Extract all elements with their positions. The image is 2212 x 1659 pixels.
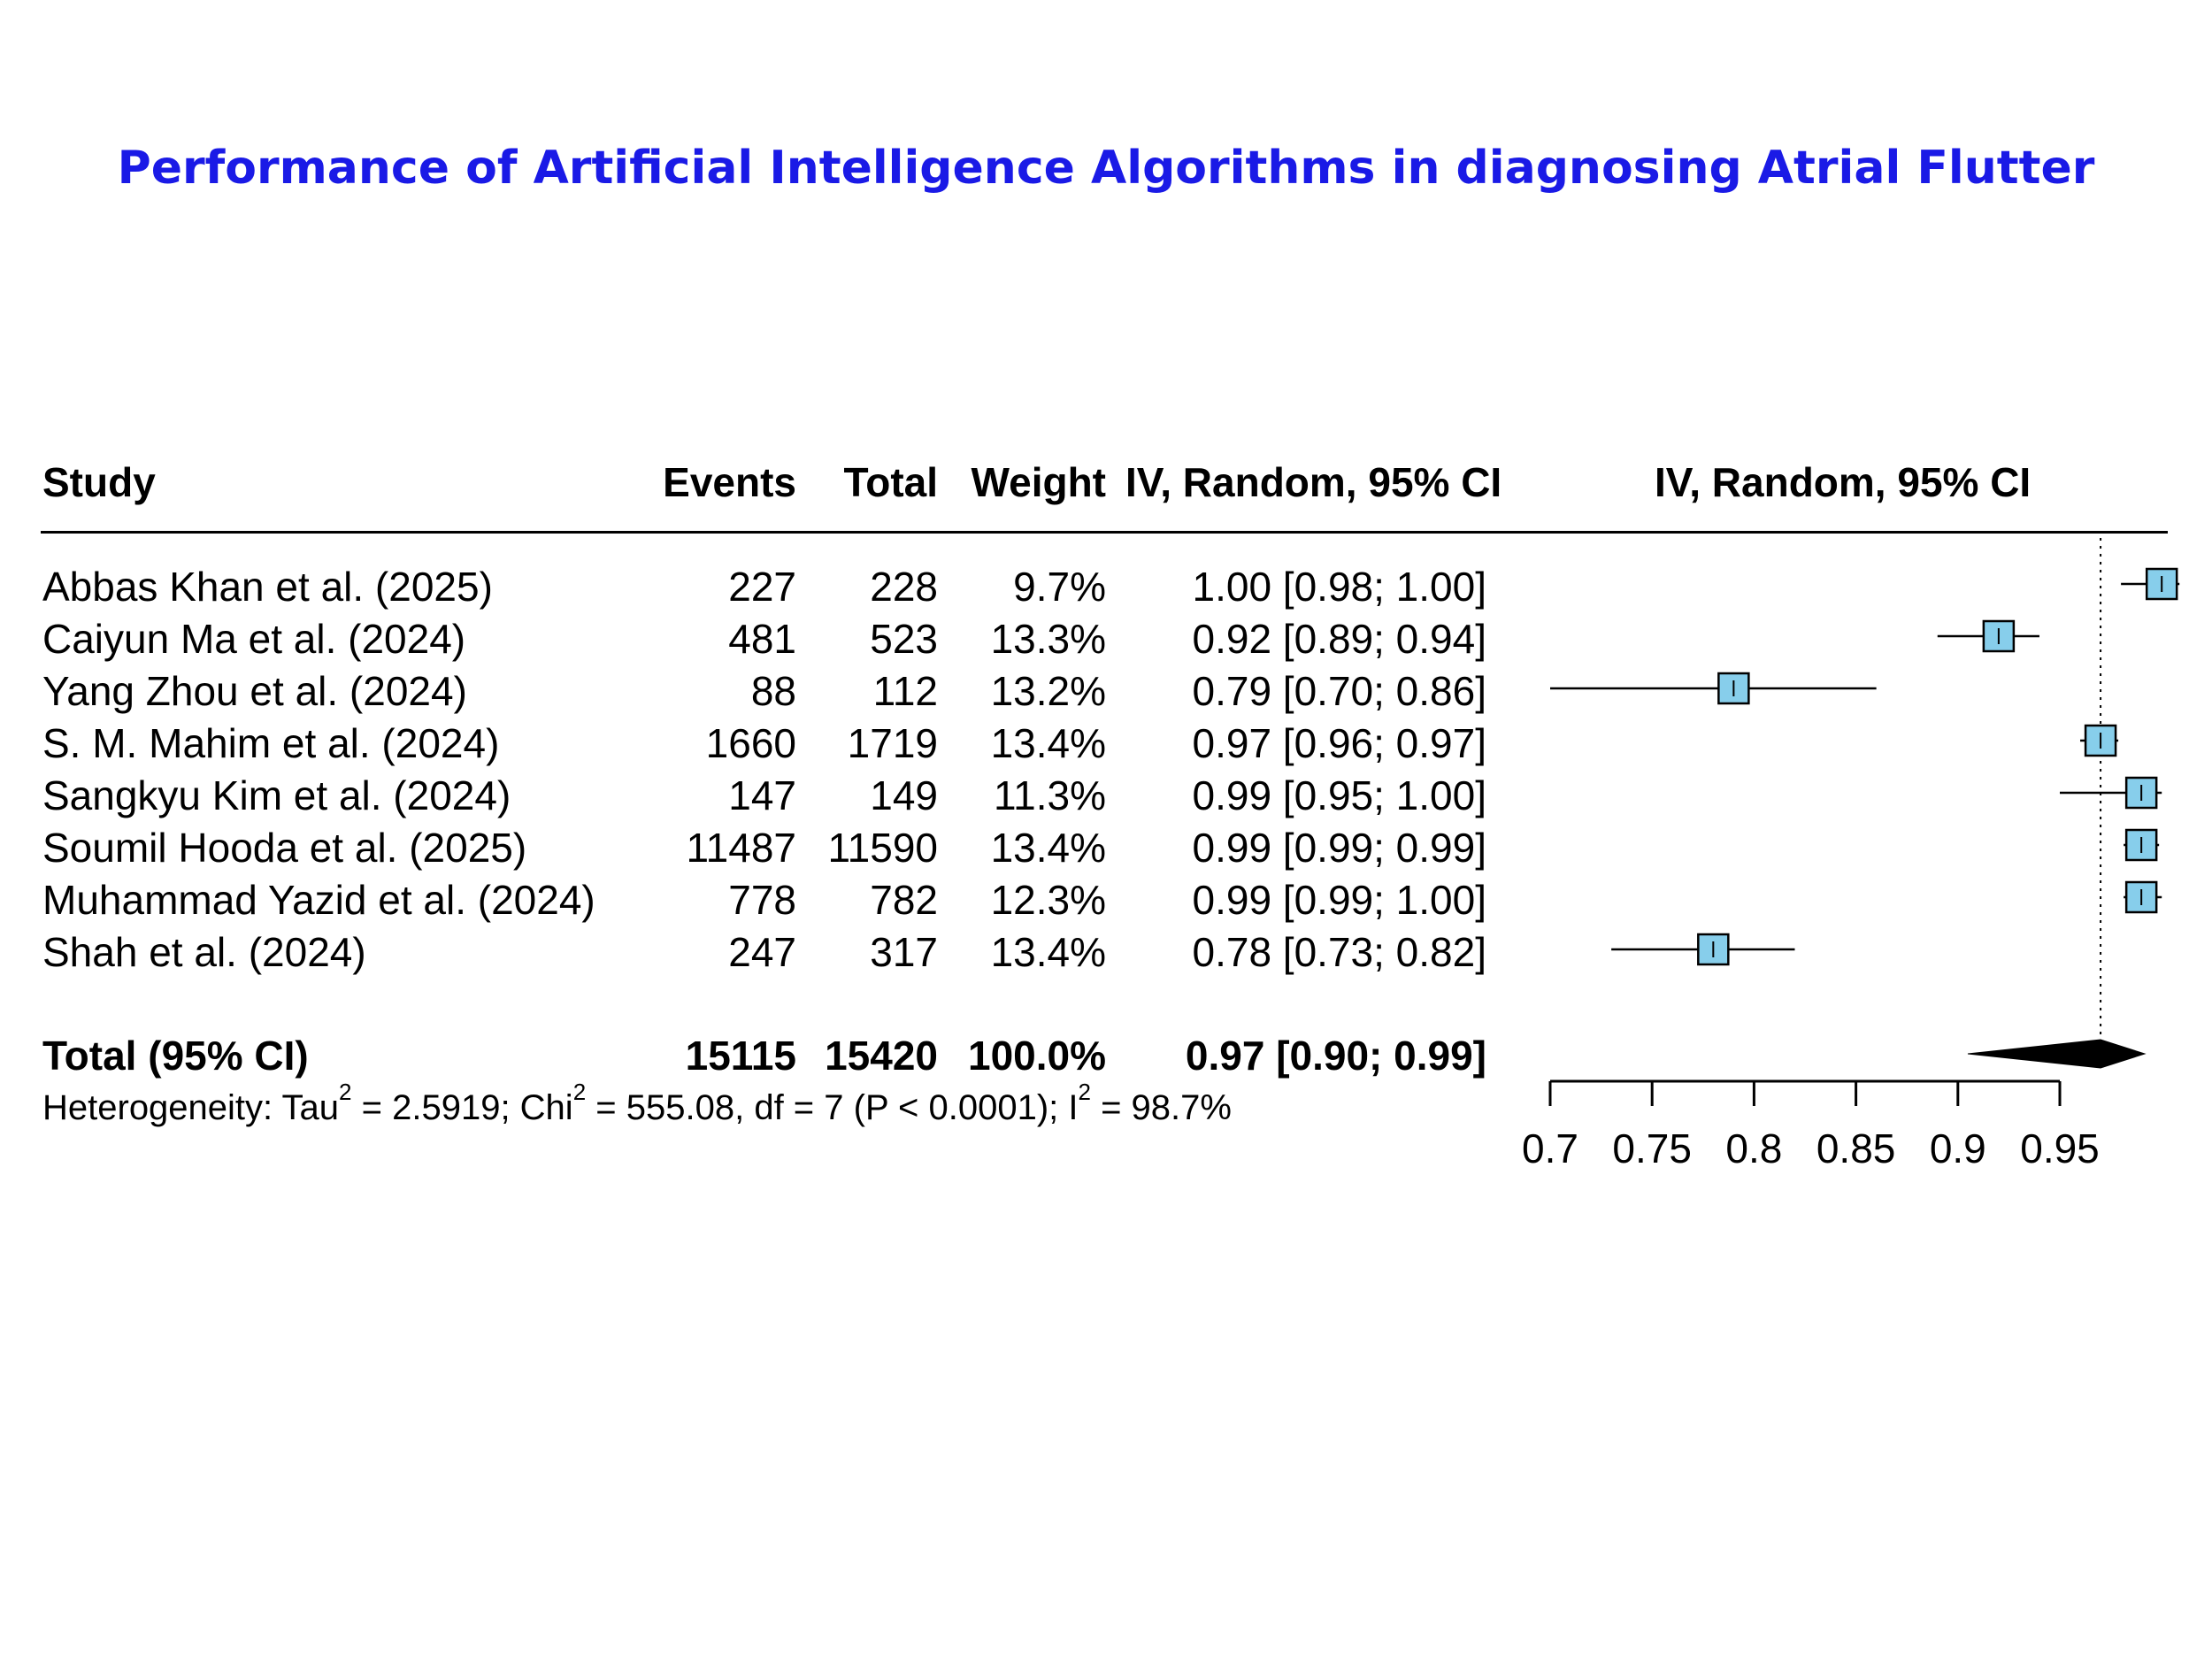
row-weight: 13.3% — [990, 616, 1106, 662]
total-ci: 0.97 [0.90; 0.99] — [1185, 1033, 1486, 1079]
het-tau-sup: 2 — [339, 1079, 352, 1105]
pooled-diamond — [1968, 1040, 2145, 1068]
row-weight: 13.4% — [990, 825, 1106, 871]
row-total: 112 — [872, 668, 938, 714]
het-i-sup: 2 — [1078, 1079, 1091, 1105]
row-events: 88 — [750, 668, 796, 714]
row-weight: 13.4% — [990, 929, 1106, 975]
row-total: 317 — [870, 929, 938, 975]
het-tau-value: = 2.5919; Chi — [351, 1088, 573, 1127]
het-chi-value: = 555.08, df = 7 (P < 0.0001); I — [586, 1088, 1079, 1127]
het-tau-label: Heterogeneity: Tau — [42, 1088, 340, 1127]
row-total: 1719 — [847, 720, 938, 766]
row-total: 11590 — [827, 825, 938, 871]
x-tick-label: 0.8 — [1725, 1125, 1783, 1171]
x-tick-label: 0.85 — [1816, 1125, 1896, 1171]
chart-title: Performance of Artificial Intelligence Algorithms in diagnosing Atrial Flutter — [117, 142, 2095, 195]
x-tick-label: 0.75 — [1612, 1125, 1692, 1171]
row-total: 149 — [870, 772, 938, 818]
row-study: Soumil Hooda et al. (2025) — [42, 825, 527, 871]
row-study: Sangkyu Kim et al. (2024) — [42, 772, 511, 818]
row-events: 1660 — [705, 720, 796, 766]
row-study: Caiyun Ma et al. (2024) — [42, 616, 466, 662]
row-ci: 0.99 [0.99; 1.00] — [1192, 877, 1486, 923]
row-study: S. M. Mahim et al. (2024) — [42, 720, 500, 766]
row-ci: 0.99 [0.99; 0.99] — [1192, 825, 1486, 871]
row-events: 778 — [728, 877, 796, 923]
row-events: 227 — [728, 564, 796, 610]
header-plot: IV, Random, 95% CI — [1655, 459, 2032, 505]
row-study: Abbas Khan et al. (2025) — [42, 564, 493, 610]
header-total: Total — [843, 459, 938, 505]
header-weight: Weight — [971, 459, 1106, 505]
row-study: Shah et al. (2024) — [42, 929, 366, 975]
header-events: Events — [663, 459, 796, 505]
row-weight: 11.3% — [993, 772, 1106, 818]
row-total: 523 — [870, 616, 938, 662]
row-weight: 9.7% — [1013, 564, 1106, 610]
row-study: Yang Zhou et al. (2024) — [42, 668, 467, 714]
x-tick-label: 0.7 — [1522, 1125, 1578, 1171]
row-ci: 0.92 [0.89; 0.94] — [1192, 616, 1486, 662]
total-study: Total (95% CI) — [42, 1033, 309, 1079]
x-tick-label: 0.9 — [1929, 1125, 1986, 1171]
row-events: 247 — [728, 929, 796, 975]
row-ci: 0.97 [0.96; 0.97] — [1192, 720, 1486, 766]
row-ci: 0.78 [0.73; 0.82] — [1192, 929, 1486, 975]
row-events: 147 — [728, 772, 796, 818]
total-total: 15420 — [825, 1033, 938, 1079]
header-ci: IV, Random, 95% CI — [1125, 459, 1502, 505]
total-events: 15115 — [685, 1033, 796, 1079]
row-weight: 12.3% — [990, 877, 1106, 923]
row-ci: 0.79 [0.70; 0.86] — [1192, 668, 1486, 714]
row-events: 11487 — [686, 825, 796, 871]
row-ci: 0.99 [0.95; 1.00] — [1192, 772, 1486, 818]
row-weight: 13.4% — [990, 720, 1106, 766]
row-total: 782 — [870, 877, 938, 923]
row-study: Muhammad Yazid et al. (2024) — [42, 877, 595, 923]
het-chi-sup: 2 — [572, 1079, 587, 1105]
het-i-value: = 98.7% — [1090, 1088, 1232, 1127]
row-ci: 1.00 [0.98; 1.00] — [1192, 564, 1486, 610]
x-tick-label: 0.95 — [2020, 1125, 2100, 1171]
row-events: 481 — [728, 616, 796, 662]
row-weight: 13.2% — [990, 668, 1106, 714]
total-weight: 100.0% — [967, 1033, 1106, 1079]
row-total: 228 — [870, 564, 938, 610]
header-study: Study — [42, 459, 156, 505]
